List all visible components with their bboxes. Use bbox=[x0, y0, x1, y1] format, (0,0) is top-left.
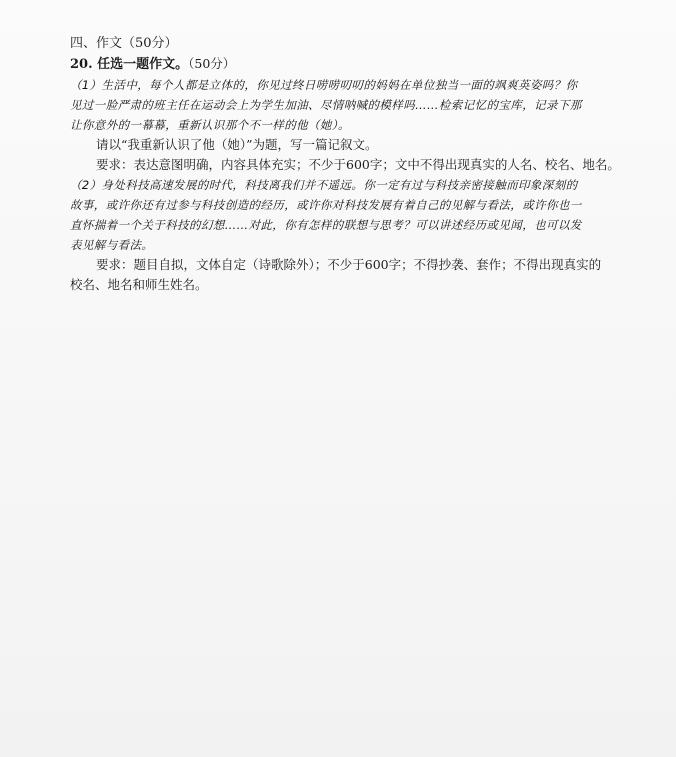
option2-line-1: （2）身处科技高速发展的时代，科技离我们并不遥远。你一定有过与科技亲密接触而印象深刻的 bbox=[70, 178, 578, 192]
section-heading: 四、作文（50分） bbox=[70, 36, 178, 51]
option1-prompt: 请以“我重新认识了他（她）”为题，写一篇记叙文。 bbox=[96, 137, 378, 152]
question-score: （50分） bbox=[188, 56, 236, 71]
option1-line-3: 让你意外的一幕幕，重新认识那个不一样的他（她）。 bbox=[70, 118, 350, 132]
question-heading bbox=[70, 54, 650, 75]
option2-line-4: 表见解与看法。 bbox=[70, 238, 154, 252]
option2-line-3: 直怀揣着一个关于科技的幻想……对此，你有怎样的联想与思考？可以讲述经历或见闻，也可以发 bbox=[70, 218, 582, 232]
question-number-title: 20. 任选一题作文。 bbox=[70, 57, 189, 72]
option2-requirement-line-2: 校名、地名和师生姓名。 bbox=[70, 277, 208, 292]
option1-requirement: 要求：表达意图明确，内容具体充实；不少于600字；文中不得出现真实的人名、校名、地名。 bbox=[96, 157, 620, 172]
option1-line-1: （1）生活中，每个人都是立体的，你见过终日唠唠叨叨的妈妈在单位独当一面的飒爽英姿吗？你 bbox=[70, 78, 578, 92]
essay-section bbox=[70, 34, 650, 295]
option2-line-2: 故事，或许你还有过参与科技创造的经历，或许你对科技发展有着自己的见解与看法，或许你也一 bbox=[70, 198, 582, 212]
option2-requirement-line-1: 要求：题目自拟，文体自定（诗歌除外）；不少于600字；不得抄袭、套作；不得出现真实的 bbox=[96, 257, 602, 272]
option1-line-2: 见过一脸严肃的班主任在运动会上为学生加油、尽情呐喊的模样吗……检索记忆的宝库，记录下那 bbox=[70, 98, 582, 112]
